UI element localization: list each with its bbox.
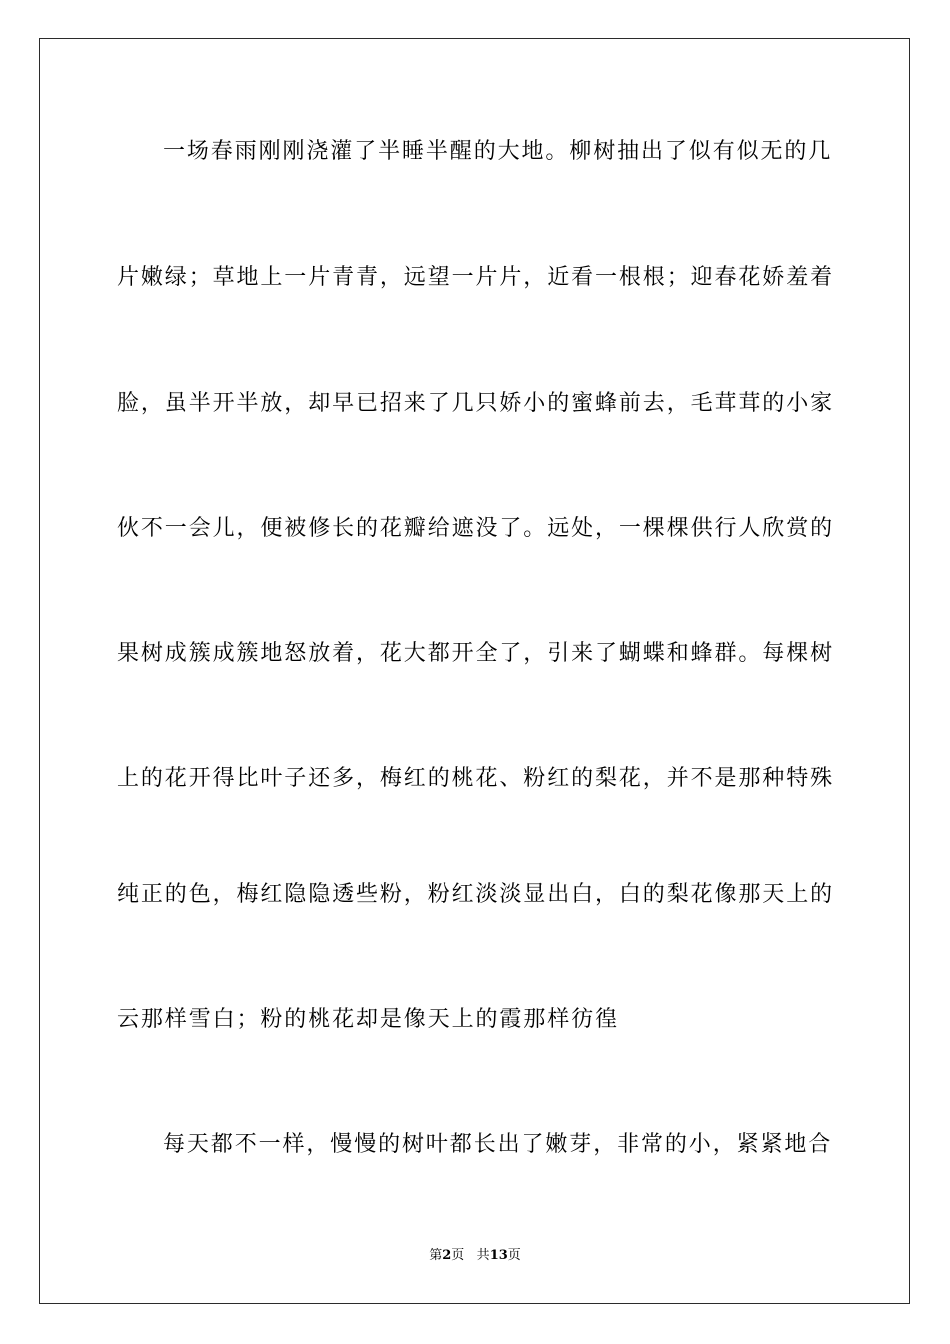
- paragraph-1-line-7: 纯正的色，梅红隐隐透些粉，粉红淡淡显出白，白的梨花像那天上的: [117, 882, 835, 907]
- footer-total-pages: 13: [489, 1248, 508, 1263]
- paragraph-1-line-3: 脸，虽半开半放，却早已招来了几只娇小的蜜蜂前去，毛茸茸的小家: [117, 391, 835, 416]
- footer-page-prefix: 第: [429, 1248, 443, 1263]
- footer-total-suffix: 页: [507, 1248, 521, 1263]
- footer-page-number: 2: [442, 1248, 452, 1263]
- footer-total-prefix: 共: [476, 1248, 490, 1263]
- paragraph-2-line-1: 每天都不一样，慢慢的树叶都长出了嫩芽，非常的小，紧紧地合: [163, 1132, 833, 1157]
- paragraph-1-line-2: 片嫩绿；草地上一片青青，远望一片片，近看一根根；迎春花娇羞着: [117, 265, 835, 290]
- paragraph-1-line-1: 一场春雨刚刚浇灌了半睡半醒的大地。柳树抽出了似有似无的几: [163, 139, 833, 164]
- page-frame: [39, 38, 910, 1304]
- paragraph-1-line-8: 云那样雪白；粉的桃花却是像天上的霞那样彷徨: [117, 1007, 619, 1032]
- paragraph-1-line-5: 果树成簇成簇地怒放着，花大都开全了，引来了蝴蝶和蜂群。每棵树: [117, 641, 835, 666]
- page-footer: [0, 1247, 950, 1265]
- paragraph-1-line-6: 上的花开得比叶子还多，梅红的桃花、粉红的梨花，并不是那种特殊: [117, 766, 835, 791]
- paragraph-1-line-4: 伙不一会儿，便被修长的花瓣给遮没了。远处，一棵棵供行人欣赏的: [117, 516, 835, 541]
- footer-page-suffix: 页: [451, 1248, 465, 1263]
